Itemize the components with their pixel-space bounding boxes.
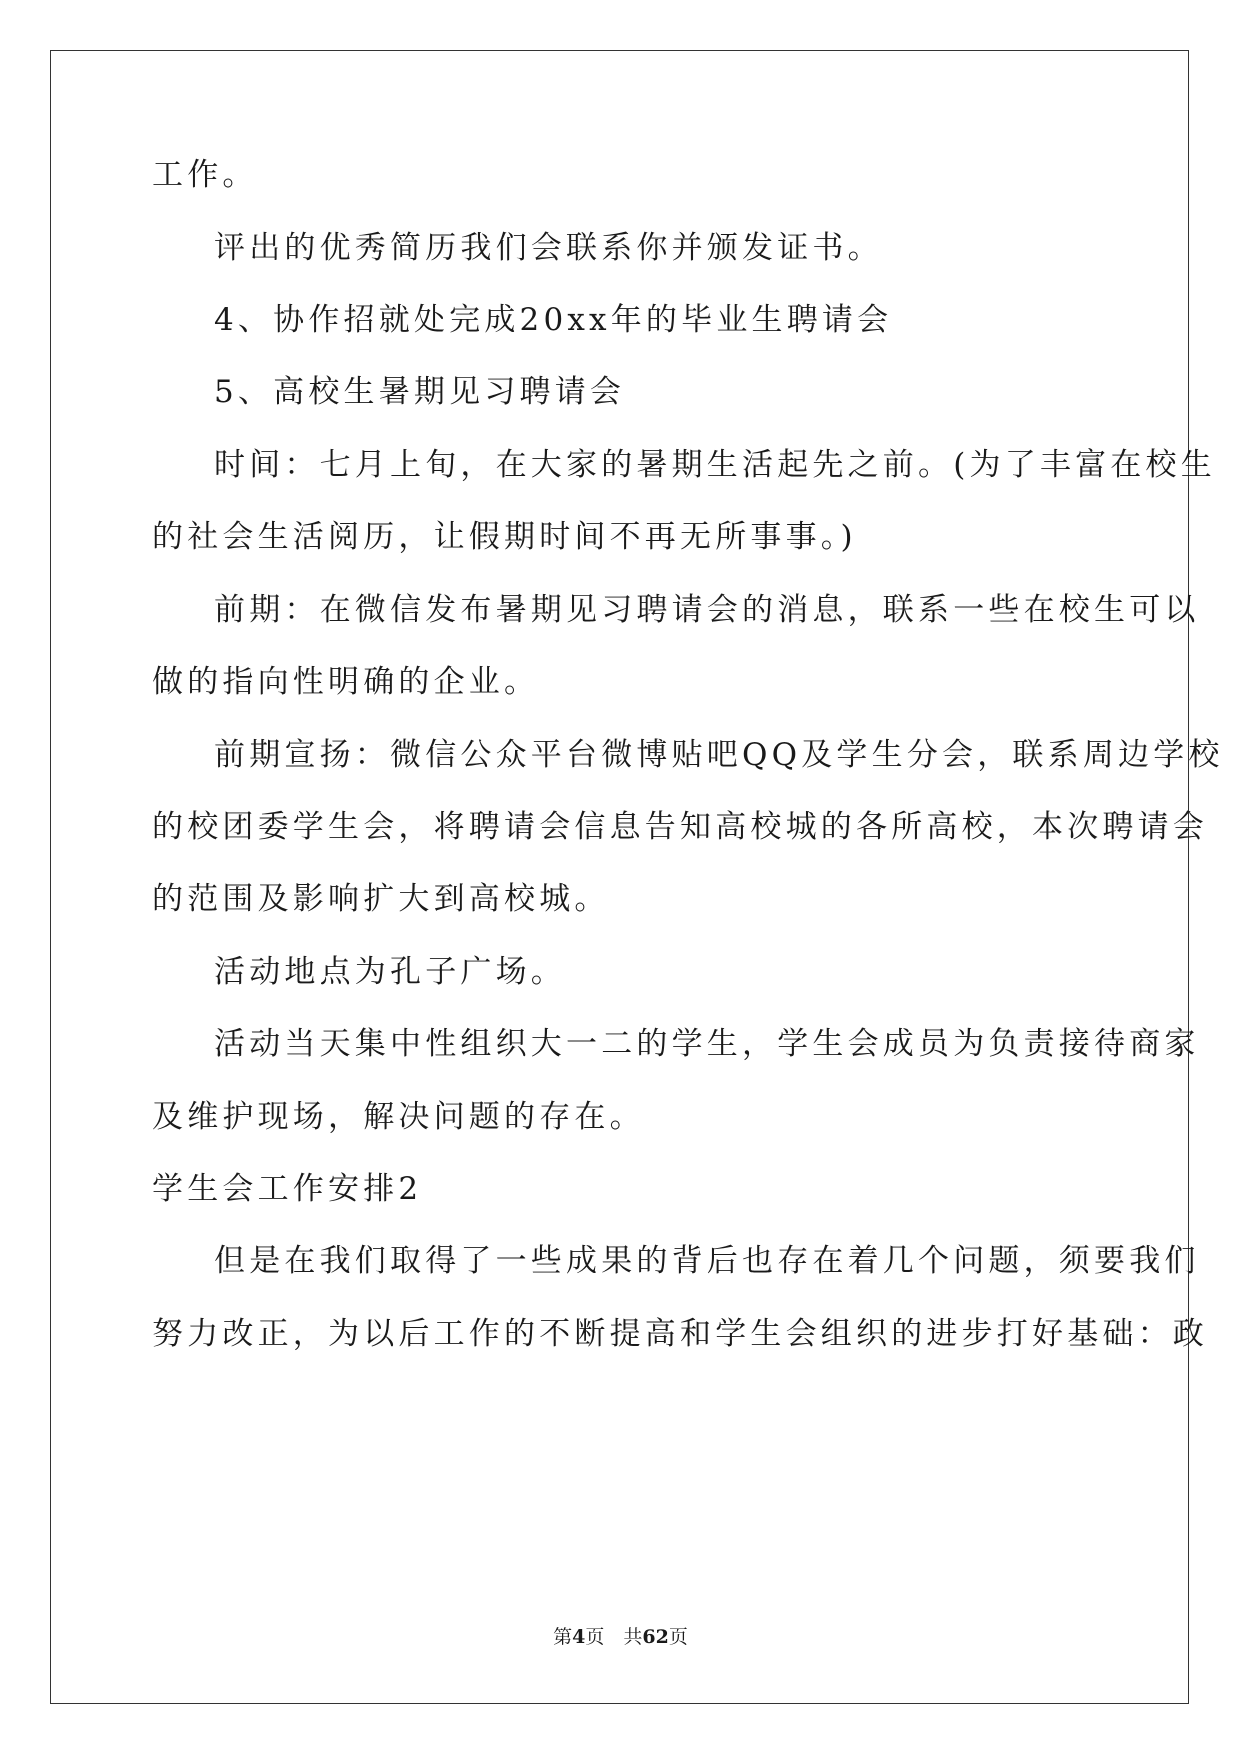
text-line: 及维护现场，解决问题的存在。: [152, 1099, 645, 1135]
footer-suffix: 页: [668, 1626, 688, 1648]
paragraph-line: 时间：七月上旬，在大家的暑期生活起先之前。(为了丰富在校生: [214, 447, 1216, 483]
footer-mid: 页 共: [585, 1626, 643, 1648]
footer-prefix: 第: [553, 1626, 573, 1648]
paragraph-line: 前期：在微信发布暑期见习聘请会的消息，联系一些在校生可以: [214, 592, 1200, 628]
paragraph-line: 活动地点为孔子广场。: [214, 954, 566, 990]
page-total: 62: [642, 1626, 669, 1648]
text-line: 的社会生活阅历，让假期时间不再无所事事。): [152, 519, 857, 555]
page-border: [50, 50, 1189, 1704]
page-footer: [0, 1625, 1241, 1649]
text-line: 的范围及影响扩大到高校城。: [152, 881, 610, 917]
text-line: 的校团委学生会，将聘请会信息告知高校城的各所高校，本次聘请会: [152, 809, 1208, 845]
text-line: 工作。: [152, 157, 258, 193]
paragraph-line: 评出的优秀简历我们会联系你并颁发证书。: [214, 230, 883, 266]
text-line: 努力改正，为以后工作的不断提高和学生会组织的进步打好基础：政: [152, 1316, 1208, 1352]
section-heading: 学生会工作安排2: [152, 1171, 423, 1207]
list-item-5: 5、高校生暑期见习聘请会: [214, 374, 626, 410]
paragraph-line: 前期宣扬：微信公众平台微博贴吧QQ及学生分会，联系周边学校: [214, 737, 1224, 773]
list-item-4: 4、协作招就处完成20xx年的毕业生聘请会: [214, 302, 893, 338]
page-number: 4: [572, 1626, 586, 1648]
paragraph-line: 活动当天集中性组织大一二的学生，学生会成员为负责接待商家: [214, 1026, 1200, 1062]
paragraph-line: 但是在我们取得了一些成果的背后也存在着几个问题，须要我们: [214, 1243, 1200, 1279]
text-line: 做的指向性明确的企业。: [152, 664, 540, 700]
